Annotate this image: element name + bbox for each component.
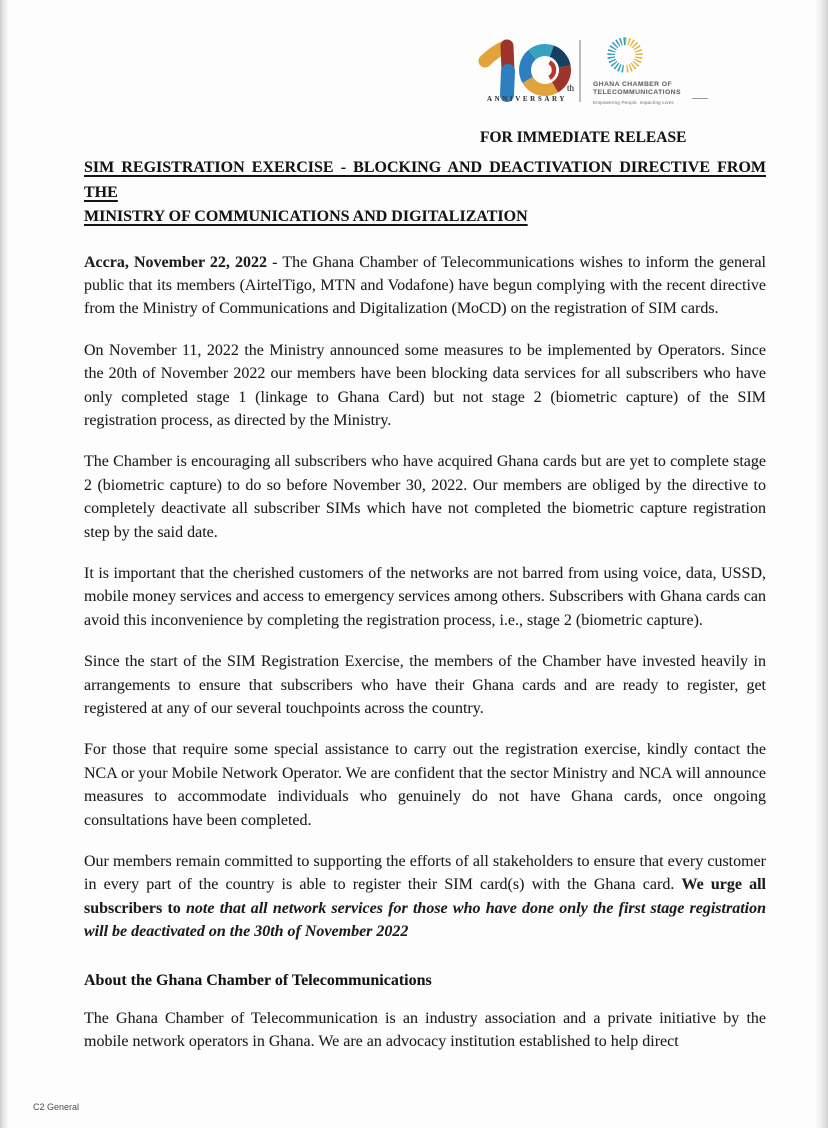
chamber-name-line2: TELECOMMUNICATIONS — [593, 88, 681, 96]
paragraph-7-text: Our members remain committed to supporting the efforts of all stakeholders to ensure that every customer in every part of the country is able to register their SIM card(s) with the Ghana card. — [84, 853, 766, 894]
paragraph-5: Since the start of the SIM Registration Exercise, the members of the Chamber have invested heavily in arrangements to ensure that subscribers who have their Ghana cards and are ready to register, get registered at any of our several touchpoints across the country. — [84, 653, 766, 717]
page-edge-left — [0, 0, 9, 1128]
document-title — [84, 156, 766, 230]
dateline: Accra, November 22, 2022 — [84, 253, 268, 271]
about-paragraph: The Ghana Chamber of Telecommunication is an industry association and a private initiative by the mobile network operators in Ghana. We are an advocacy institution established to help direct — [84, 1009, 766, 1051]
chamber-name-line1: GHANA CHAMBER OF — [593, 81, 673, 88]
paragraph-7-bold: We urge all subscribers to — [84, 876, 766, 917]
paragraph-3: The Chamber is encouraging all subscribers who have acquired Ghana cards but are yet to complete stage 2 (biometric capture) to do so before November 30, 2022. Our members are obliged by the directive to completely deactivate all subscriber SIMs which have not completed the biometric capture registration step by the said date. — [84, 453, 766, 541]
paragraph-2: On November 11, 2022 the Ministry announced some measures to be implemented by Operators. Since the 20th of November 2022 our members have been blocking data services for all subscribers who have only completed stage 1 (linkage to Ghana Card) but not stage 2 (biometric capture) of the SIM registration process, as directed by the Ministry. — [84, 341, 766, 429]
about-section-heading: About the Ghana Chamber of Telecommunications — [84, 971, 432, 989]
anniversary-caption: ANNIVERSARY — [486, 95, 568, 103]
document-title-line2: MINISTRY OF COMMUNICATIONS AND DIGITALIZATION — [84, 208, 528, 225]
anniversary-th-suffix: th — [567, 83, 575, 93]
page-edge-right — [815, 0, 828, 1128]
chamber-tagline: Empowering People. Impacting Lives — [593, 100, 674, 106]
logo-divider — [579, 40, 581, 102]
document-body — [84, 156, 766, 1071]
paragraph-7 — [84, 850, 766, 944]
sunburst-icon — [606, 36, 644, 74]
paragraph-4: It is important that the cherished customers of the networks are not barred from using voice, data, USSD, mobile money services and access to emergency services among others. Subscribers with Ghana cards can avoid this inconvenience by completing the registration process, i.e., stage 2 (biometric capture). — [84, 564, 766, 629]
release-label: FOR IMMEDIATE RELEASE — [480, 129, 687, 146]
chamber-rule — [692, 98, 708, 99]
paragraph-1-text: - The Ghana Chamber of Telecommunications wishes to inform the general public that its members (AirtelTigo, MTN and Vodafone) have begun complying with the recent directive from the Ministry of Communications and Digitalization (MoCD) on the registration of SIM cards. — [84, 253, 766, 318]
paragraph-7-warning: note that all network services for those who have done only the first stage registration will be deactivated on the 30th of November 2022 — [84, 899, 766, 941]
document-title-line1: SIM REGISTRATION EXERCISE - BLOCKING AND DEACTIVATION DIRECTIVE FROM THE — [84, 159, 766, 201]
paragraph-dateline — [84, 251, 766, 321]
paragraph-6: For those that require some special assistance to carry out the registration exercise, kindly contact the NCA or your Mobile Network Operator. We are confident that the sector Ministry and NCA will announce measures to accommodate individuals who genuinely do not have Ghana cards, once ongoing consultations have been completed. — [84, 741, 766, 829]
classification-footer: C2 General — [33, 1102, 80, 1112]
chamber-logo — [593, 36, 708, 105]
